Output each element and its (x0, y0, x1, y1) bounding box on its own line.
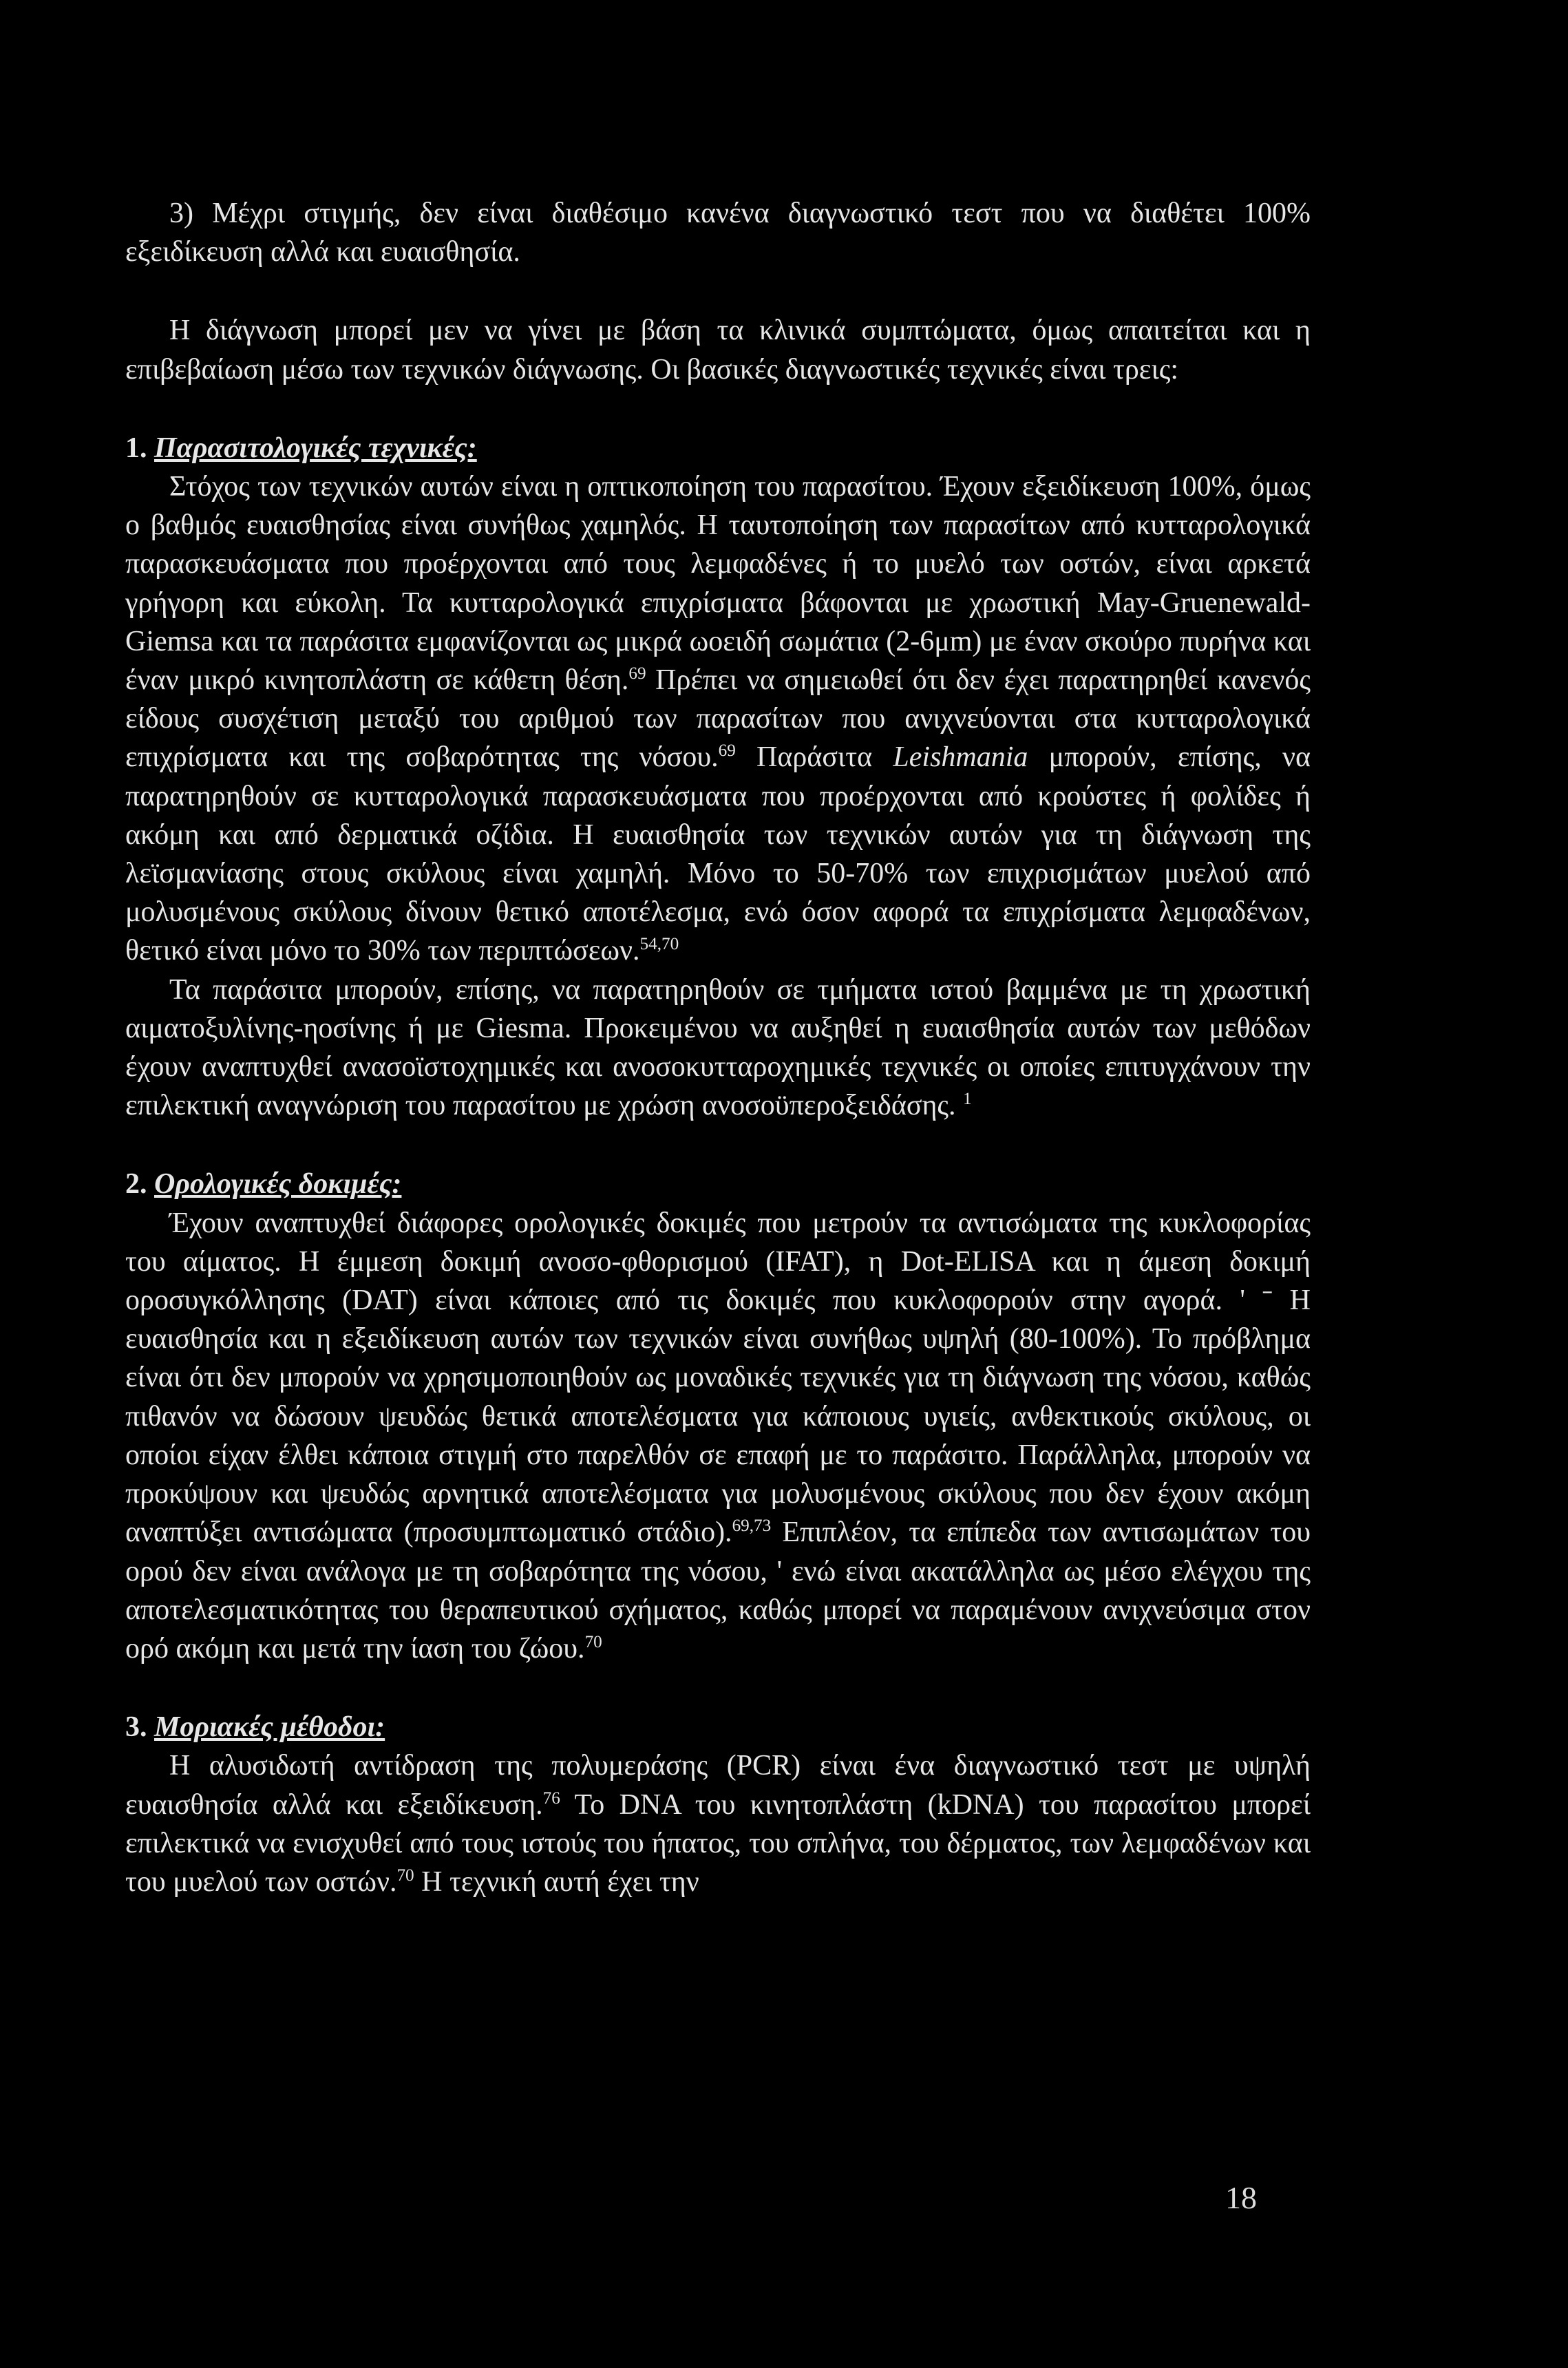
section-2-paragraph (125, 1204, 1311, 1668)
section-1-number: 1. (125, 432, 147, 464)
species-name: Leishmania (893, 741, 1028, 774)
citation-ref: 70 (396, 1865, 414, 1885)
citation-ref: 76 (542, 1788, 560, 1808)
stray-mark: ' (776, 1555, 783, 1587)
section-3-paragraph (125, 1746, 1311, 1901)
text-run: Επιπλέον, τα επίπεδα των αντισωμάτων του ορού δεν είναι ανάλογα με τη σοβαρότητα της νόσου, (125, 1516, 1311, 1587)
section-1-paragraph-2 (125, 971, 1311, 1125)
text-run: μπορούν, επίσης, να παρατηρηθούν σε κυτταρολογικά παρασκευάσματα που προέρχονται από κρούστες ή φολίδες ή ακόμη και από δερματικά οζίδια. Η ευαισθησία των τεχνικών αυτών για τη διάγνωση της λεϊσμανίασης στους σκύλους είναι χαμηλή. Μόνο το 50-70% των επιχρισμάτων μυελού από μολυσμένους σκύλους δίνουν θετικό αποτέλεσμα, ενώ όσον αφορά τα επιχρίσματα λεμφαδένων, θετικό είναι μόνο το 30% των περιπτώσεων. (125, 741, 1311, 967)
spacer (125, 1668, 1311, 1708)
intro-paragraph-1 (125, 194, 1311, 271)
text-run: Έχουν αναπτυχθεί διάφορες ορολογικές δοκιμές που μετρούν τα αντισώματα της κυκλοφορίας του αίματος. Η έμμεση δοκιμή ανοσο-φθορισμού (IFAT), η Dot-ELISA και η άμεση δοκιμή οροσυγκόλλησης (DAT) είναι κάποιες από τις δοκιμές που κυκλοφορούν στην αγορά. (125, 1207, 1311, 1317)
text-run: Παράσιτα (735, 741, 893, 774)
text-run: ενώ είναι ακατάλληλα ως μέσο ελέγχου της αποτελεσματικότητας του θεραπευτικού σχήματος, καθώς μπορεί να παραμένουν ανιχνεύσιμα στον ορό ακόμη και μετά την ίαση του ζώου. (125, 1555, 1311, 1664)
citation-ref: 69,73 (732, 1516, 772, 1536)
intro-text-1: 3) Μέχρι στιγμής, δεν είναι διαθέσιμο κανένα διαγνωστικό τεστ που να διαθέτει 100% εξειδίκευση αλλά και ευαισθησία. (125, 198, 1311, 268)
text-run: Πρέπει να σημειωθεί ότι δεν έχει παρατηρηθεί κανενός είδους συσχέτιση μεταξύ του αριθμού των παρασίτων που ανιχνεύονται στα κυτταρολογικά επιχρίσματα και της σοβαρότητας της νόσου. (125, 664, 1311, 774)
section-1-title: Παρασιτολογικές τεχνικές: (154, 432, 477, 464)
text-run: Τα παράσιτα μπορούν, επίσης, να παρατηρηθούν σε τμήματα ιστού βαμμένα με τη χρωστική αιματοξυλίνης-ηοσίνης ή με Giesma. Προκειμένου να αυξηθεί η ευαισθησία αυτών των μεθόδων έχουν αναπτυχθεί ανασοϊστοχημικές και ανοσοκυτταροχημικές τεχνικές οι οποίες επιτυγχάνουν την επιλεκτική αναγνώριση του παρασίτου με χρώση ανοσοϋπεροξειδάσης. (125, 973, 1311, 1122)
intro-text-2: Η διάγνωση μπορεί μεν να γίνει με βάση τα κλινικά συμπτώματα, όμως απαιτείται και η επιβεβαίωση μέσω των τεχνικών διάγνωσης. Οι βασικές διαγνωστικές τεχνικές είναι τρεις: (125, 315, 1311, 385)
page-number: 18 (1225, 2180, 1257, 2215)
section-3-title: Μοριακές μέθοδοι: (154, 1711, 385, 1744)
text-run: Το DNA του κινητοπλάστη (kDNA) του παρασίτου μπορεί επιλεκτικά να ενισχυθεί από τους ιστούς του ήπατος, του σπλήνα, του δέρματος, των λεμφαδένων και του μυελού των οστών. (125, 1788, 1311, 1898)
section-2-number: 2. (125, 1168, 147, 1201)
citation-ref: 54,70 (639, 935, 679, 954)
text-run: Η ευαισθησία και η εξειδίκευση αυτών των τεχνικών είναι συνήθως υψηλή (80-100%). Το πρόβλημα είναι ότι δεν μπορούν να χρησιμοποιηθούν ως μοναδικές τεχνικές για τη διάγνωση της νόσου, καθώς πιθανόν να δώσουν ψευδώς θετικά αποτελέσματα για κάποιους υγιείς, ανθεκτικούς σκύλους, οι οποίοι είχαν έλθει κάποια στιγμή στο παρελθόν σε επαφή με το παράσιτο. Παράλληλα, μπορούν να προκύψουν και ψευδώς αρνητικά αποτελέσματα για μολυσμένους σκύλους που δεν έχουν ακόμη αναπτύξει αντισώματα (προσυμπτωματικό στάδιο). (125, 1285, 1311, 1549)
section-2-title: Ορολογικές δοκιμές: (154, 1168, 402, 1201)
text-run: Η αλυσιδωτή αντίδραση της πολυμεράσης (PCR) είναι ένα διαγνωστικό τεστ με υψηλή ευαισθησία αλλά και εξειδίκευση. (125, 1750, 1311, 1821)
text-run: Στόχος των τεχνικών αυτών είναι η οπτικοποίηση του παρασίτου. Έχουν εξειδίκευση 100%, όμως ο βαθμός ευαισθησίας είναι συνήθως χαμηλός. Η ταυτοποίηση των παρασίτων από κυτταρολογικά παρασκευάσματα που προέρχονται από τους λεμφαδένες ή το μυελό των οστών, είναι αρκετά γρήγορη και εύκολη. Τα κυτταρολογικά επιχρίσματα βάφονται με χρωστική May-Gruenewald-Giemsa και τα παράσιτα εμφανίζονται ως μικρά ωοειδή σωμάτια (2-6μm) με έναν σκούρο πυρήνα και έναν μικρό κινητοπλάστη σε κάθετη θέση. (125, 471, 1311, 697)
section-3-number: 3. (125, 1711, 147, 1744)
section-3-heading (125, 1708, 1311, 1746)
section-1-paragraph-1 (125, 467, 1311, 971)
citation-ref: 70 (584, 1632, 602, 1651)
citation-ref: 1 (963, 1090, 972, 1109)
citation-ref: 69 (628, 664, 646, 683)
spacer (125, 1125, 1311, 1165)
intro-paragraph-2 (125, 311, 1311, 388)
section-1-heading (125, 429, 1311, 467)
text-run: Η τεχνική αυτή έχει την (414, 1865, 699, 1898)
stray-mark: ' ˉ (1222, 1285, 1290, 1317)
section-2-heading (125, 1165, 1311, 1203)
spacer (125, 271, 1311, 311)
spacer (125, 389, 1311, 429)
citation-ref: 69 (718, 741, 736, 761)
page-content (125, 194, 1311, 1901)
